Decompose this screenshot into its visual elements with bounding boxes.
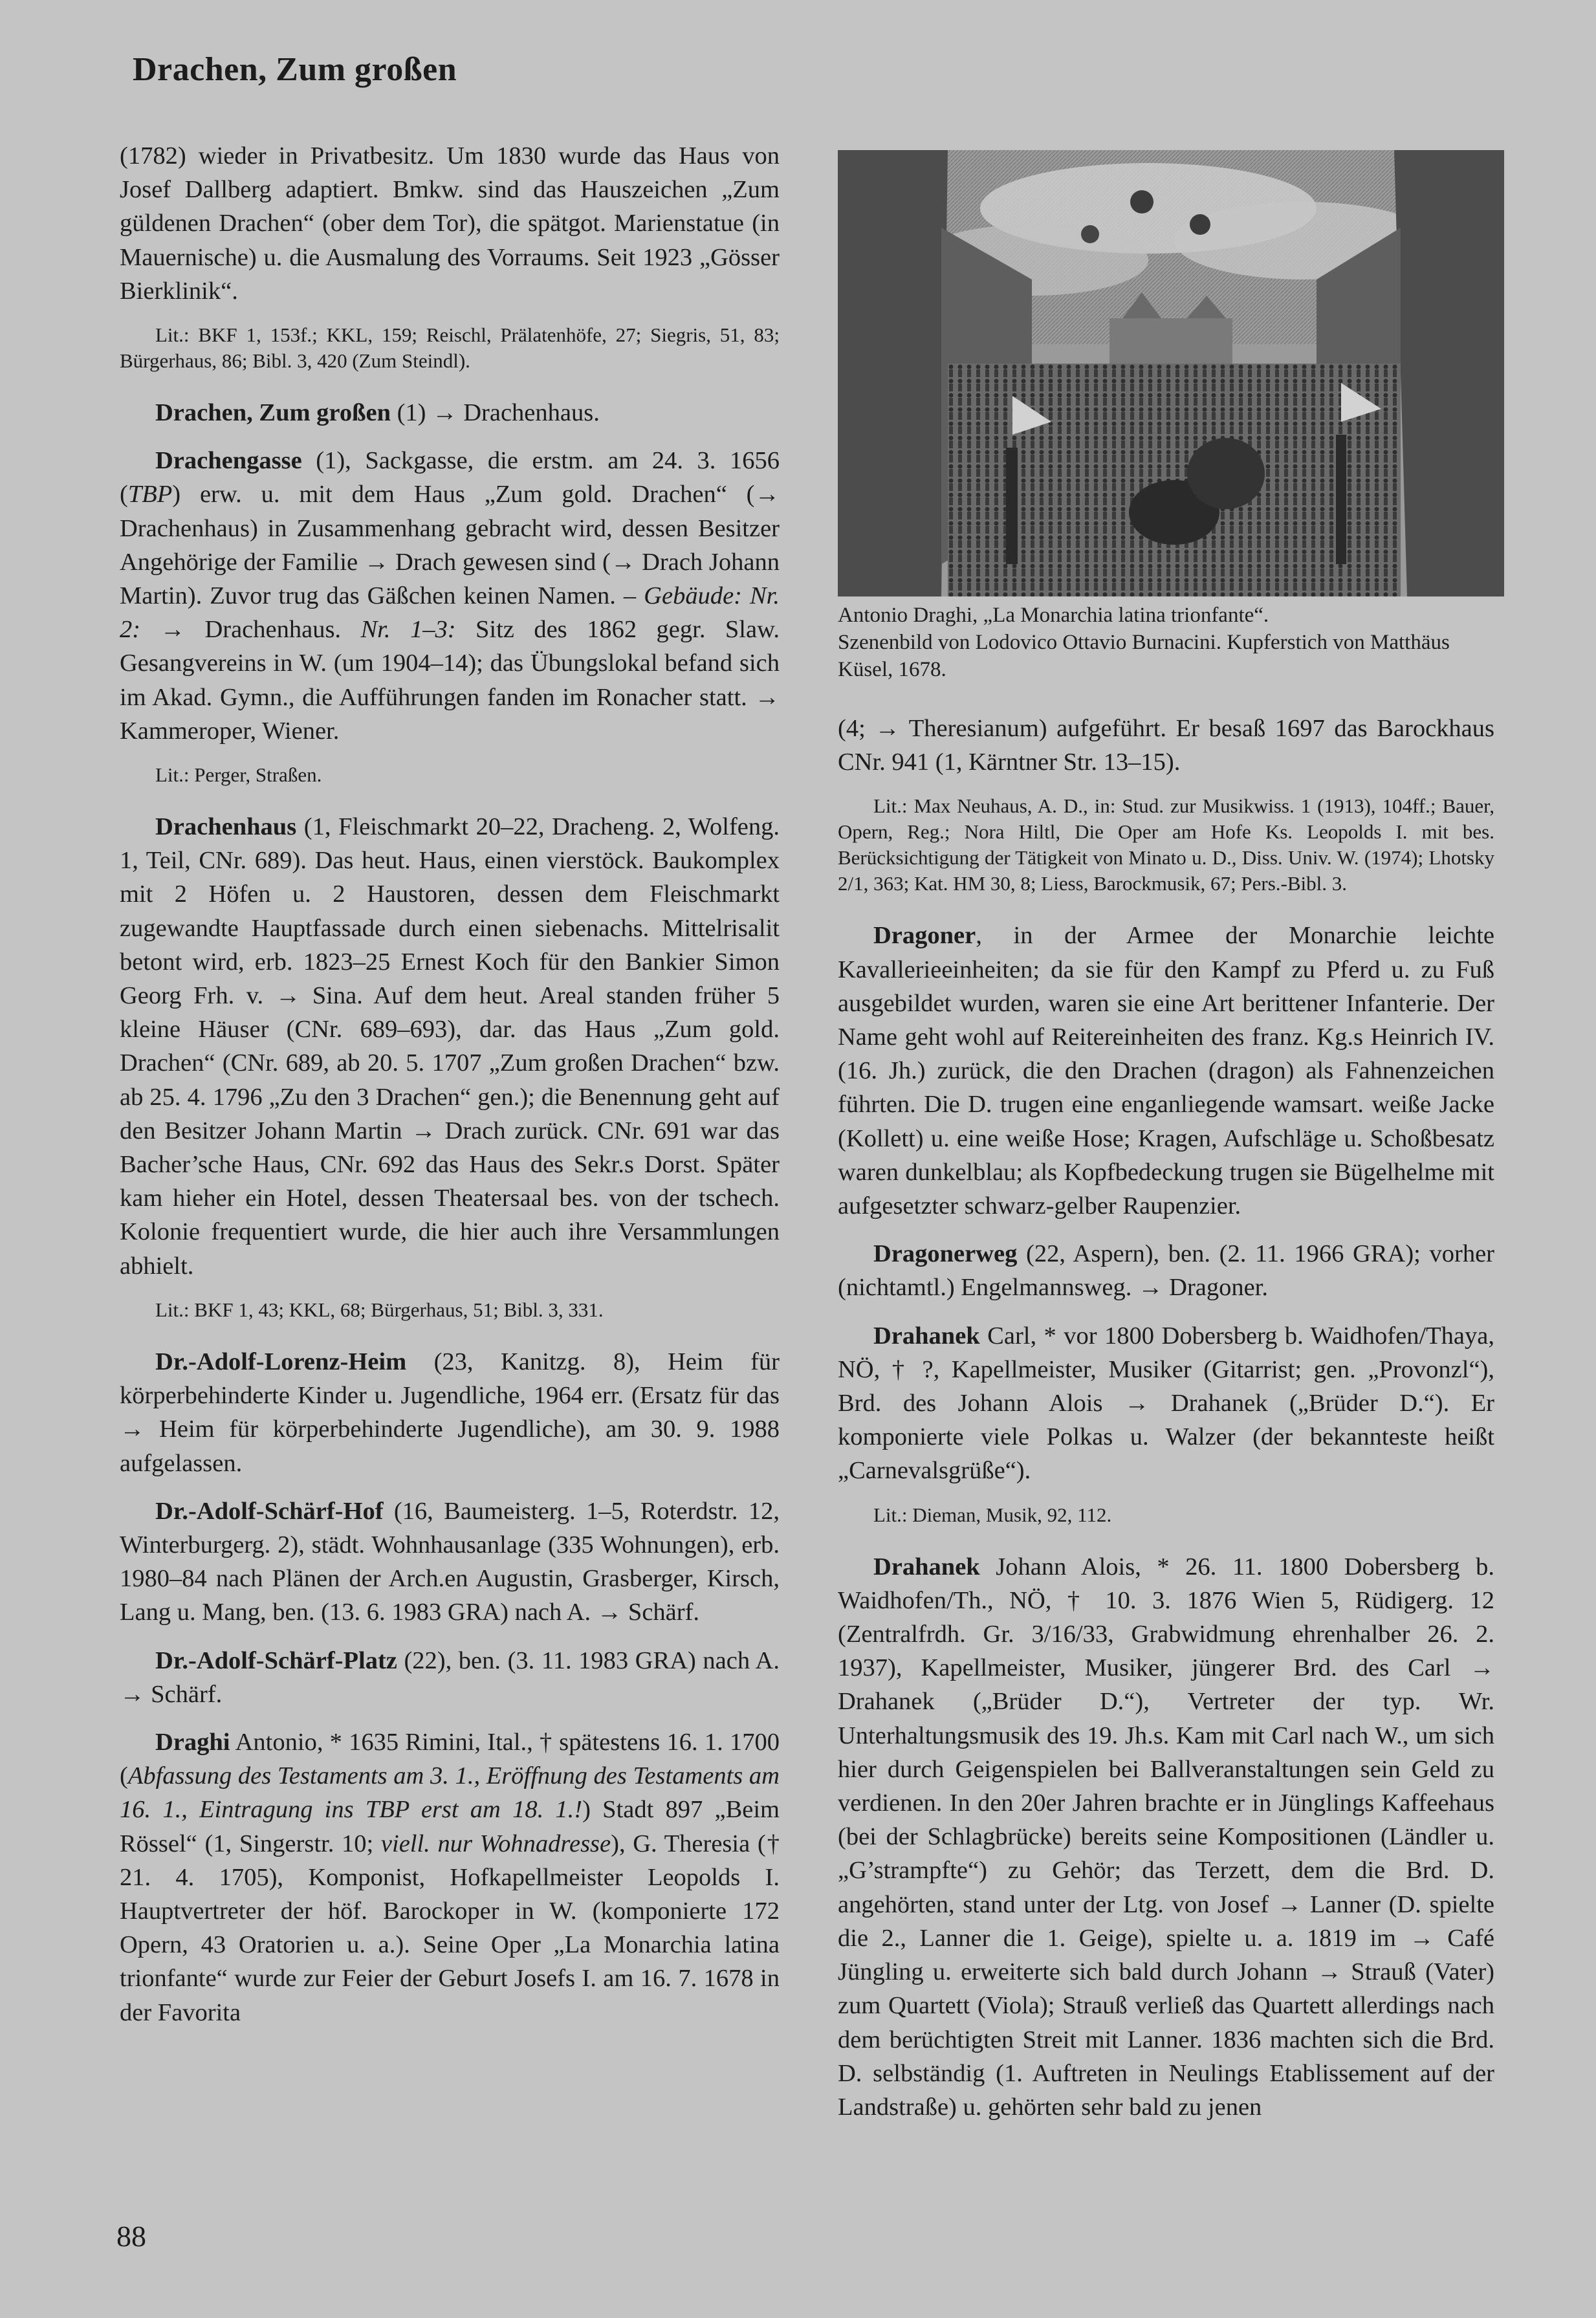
engraving-illustration	[838, 150, 1504, 596]
entry-italic: Nr. 1–3:	[360, 616, 456, 644]
entry-dr-adolf-schaerf-platz	[120, 1644, 780, 1711]
entry-italic: TBP	[127, 481, 173, 508]
entry-headword: Drachen, Zum großen	[155, 399, 391, 427]
entry-text: Johann Alois, * 26. 11. 1800 Dobersberg b. Waidhofen/Th., NÖ, † 10. 3. 1876 Wien 5, Rüdigerg. 12 (Zentralfrdh. Gr. 3/16/33, Grabwidmung ehrenhalber 26. 2. 1937), Kapellmeister, Musiker, jüngerer Brd. des Carl → Drahanek („Brüder D.“), Vertreter der typ. Wr. Unterhaltungsmusik des 19. Jh.s. Kam mit Carl nach W., um sich hier durch Geigenspielen bei Ballveranstaltungen sein Geld zu verdienen. In den 20er Jahren brachte er in Jünglings Kaffeehaus (bei der Schlagbrücke) bereits seine Kompositionen (Ländler u. „G’strampfte“) zu Gehör; das Terzett, dem die Brd. D. angehörten, stand unter der Ltg. von Josef → Lanner (D. spielte die 2., Lanner die 1. Geige), spielte u. a. 1819 im → Café Jüngling u. erweiterte sich bald durch Johann → Strauß (Vater) zum Quartett (Viola); Strauß verließ das Quartett allerdings nach dem berüchtigten Streit mit Lanner. 1836 machten sich die Brd. D. selbständig (1. Auftreten in Neulings Etablissement auf der Landstraße) u. gehörten sehr bald zu jenen	[838, 1553, 1494, 2121]
literature-note: Lit.: BKF 1, 153f.; KKL, 159; Reischl, Prälatenhöfe, 27; Siegris, 51, 83; Bürgerhaus, 86; Bibl. 3, 420 (Zum Steindl).	[120, 323, 780, 373]
entry-text: (22, Aspern), ben. (2. 11. 1966 GRA); vorher (nichtamtl.) Engelmannsweg. → Dragoner.	[838, 1240, 1494, 1302]
entry-text: (22), ben. (3. 11. 1983 GRA) nach A. → Schärf.	[120, 1646, 780, 1708]
entry-drachengasse	[120, 444, 780, 748]
left-column	[120, 139, 780, 2044]
entry-drachen-zum-grossen	[120, 396, 780, 430]
entry-text: Sitz des 1862 gegr. Slaw. Gesangvereins in W. (um 1904–14); das Übungslokal befand sich im Akad. Gymn., die Aufführungen fanden im Ronacher statt. → Kammeroper, Wiener.	[120, 616, 780, 745]
entry-drahanek-carl	[838, 1319, 1494, 1488]
entry-headword: Dragonerweg	[873, 1240, 1018, 1268]
literature-note: Lit.: Max Neuhaus, A. D., in: Stud. zur Musikwiss. 1 (1913), 104ff.; Bauer, Opern, Reg.; Nora Hiltl, Die Oper am Hofe Ks. Leopolds I. mit bes. Berücksichtigung der Tätigkeit von Minato u. D., Diss. Univ. W. (1974); Lhotsky 2/1, 363; Kat. HM 30, 8; Liess, Barockmusik, 67; Pers.-Bibl. 3.	[838, 794, 1494, 895]
literature-note: Lit.: BKF 1, 43; KKL, 68; Bürgerhaus, 51; Bibl. 3, 331.	[155, 1298, 604, 1321]
entry-italic: Gebäude: Nr. 2:	[120, 582, 780, 644]
entry-headword: Dr.-Adolf-Schärf-Hof	[155, 1497, 384, 1525]
entry-text: Antonio, * 1635 Rimini, Ital., † spätestens 16. 1. 1700 (	[120, 1728, 780, 1790]
entry-drachenhaus	[120, 810, 780, 1283]
entry-text: (16, Baumeisterg. 1–5, Roterdstr. 12, Winterburgerg. 2), städt. Wohnhausanlage (335 Wohnungen), erb. 1980–84 nach Plänen der Arch.en Augustin, Grasberger, Kirsch, Lang u. Mang, ben. (13. 6. 1983 GRA) nach A. → Schärf.	[120, 1497, 780, 1626]
entry-dragoner	[838, 919, 1494, 1223]
entry-drahanek-johann-alois	[838, 1550, 1494, 2124]
entry-headword: Drachenhaus	[155, 813, 297, 841]
page-number: 88	[116, 2220, 146, 2253]
entry-dr-adolf-schaerf-hof	[120, 1494, 780, 1630]
entry-draghi	[120, 1725, 780, 2029]
entry-headword: Drahanek	[873, 1322, 980, 1350]
entry-dr-adolf-lorenz-heim	[120, 1345, 780, 1480]
entry-headword: Drahanek	[873, 1553, 980, 1580]
entry-text: Carl, * vor 1800 Dobersberg b. Waidhofen/Thaya, NÖ, † ?, Kapellmeister, Musiker (Gitarrist; gen. „Provonzl“), Brd. des Johann Alois → Drahanek („Brüder D.“). Er komponierte viele Polkas u. Walzer (der bekannteste heißt „Carnevalsgrüße“).	[838, 1322, 1494, 1485]
entry-headword: Dragoner	[873, 922, 976, 950]
entry-headword: Dr.-Adolf-Schärf-Platz	[155, 1646, 397, 1674]
entry-italic: Abfassung des Testaments am 3. 1., Eröffnung des Testaments am 16. 1., Eintragung ins TBP erst am 18. 1.!	[120, 1762, 780, 1824]
entry-text: (1, Fleischmarkt 20–22, Dracheng. 2, Wolfeng. 1, Teil, CNr. 689). Das heut. Haus, einen vierstöck. Baukomplex mit 2 Höfen u. 2 Haustoren, dessen dem Fleischmarkt zugewandte Hauptfassade durch einen siebenachs. Mittelrisalit betont wird, erb. 1823–25 Ernest Koch für den Bankier Simon Georg Frh. v. → Sina. Auf dem heut. Areal standen früher 5 kleine Häuser (CNr. 689–693), dar. das Haus „Zum gold. Drachen“ (CNr. 689, ab 20. 5. 1707 „Zum großen Drachen“ bzw. ab 25. 4. 1796 „Zu den 3 Drachen“ gen.); die Benennung geht auf den Besitzer Johann Martin → Drach zurück. CNr. 691 war das Bacher’sche Haus, CNr. 692 das Haus des Sekr.s Dorst. Später kam hieher ein Hotel, dessen Theatersaal bes. von der tschech. Kolonie frequentiert wurde, die hier auch ihre Versammlungen abhielt.	[120, 813, 780, 1280]
entry-headword: Drachengasse	[155, 447, 302, 475]
entry-text: ) Stadt 897 „Beim Rössel“ (1, Singerstr. 10;	[120, 1796, 780, 1857]
entry-headword: Dr.-Adolf-Lorenz-Heim	[155, 1348, 407, 1375]
entry-text: → Drachenhaus.	[140, 616, 361, 644]
running-head: Drachen, Zum großen	[133, 51, 457, 88]
entry-text: ) erw. u. mit dem Haus „Zum gold. Drachen“ (→ Drachenhaus) in Zusammenhang gebracht wird, dessen Besitzer Angehörige der Familie → Drach gewesen sind (→ Drach Johann Martin). Zuvor trug das Gäßchen keinen Namen. –	[120, 481, 780, 610]
right-column	[838, 712, 1494, 2138]
entry-headword: Draghi	[155, 1728, 230, 1756]
entry-text: ), G. Theresia († 21. 4. 1705), Komponist, Hofkapellmeister Leopolds I. Hauptvertreter der höf. Barockoper in W. (komponierte 172 Opern, 43 Oratorien u. a.). Seine Oper „La Monarchia latina trionfante“ wurde zur Feier der Geburt Josefs I. am 16. 7. 1678 in der Favorita	[120, 1830, 780, 2026]
engraving-image	[838, 150, 1504, 596]
entry-text: (23, Kanitzg. 8), Heim für körperbehinderte Kinder u. Jugendliche, 1964 err. (Ersatz für das → Heim für körperbehinderte Jugendliche), am 30. 9. 1988 aufgelassen.	[120, 1348, 780, 1477]
entry-text: (4; → Theresianum) aufgeführt. Er besaß 1697 das Barockhaus CNr. 941 (1, Kärntner Str. 13–15).	[838, 715, 1494, 776]
caption-title: Antonio Draghi, „La Monarchia latina trionfante“.	[838, 604, 1269, 627]
figure-caption	[838, 602, 1498, 683]
literature-note: Lit.: Dieman, Musik, 92, 112.	[873, 1503, 1112, 1526]
entry-text: (1782) wieder in Privatbesitz. Um 1830 wurde das Haus von Josef Dallberg adaptiert. Bmkw. sind das Hauszeichen „Zum güldenen Drachen“ (ober dem Tor), die spätgot. Marienstatue (in Mauernische) u. die Ausmalung des Vorraums. Seit 1923 „Gösser Bierklinik“.	[120, 142, 780, 305]
entry-continuation	[838, 712, 1494, 779]
literature-note: Lit.: Perger, Straßen.	[155, 763, 322, 787]
entry-text: , in der Armee der Monarchie leichte Kavallerieeinheiten; da sie für den Kampf zu Pferd u. zu Fuß ausgebildet wurden, waren sie eine Art berittener Infanterie. Der Name geht wohl auf Reitereinheiten des franz. Kg.s Heinrich IV. (16. Jh.) zurück, die den Drachen (dragon) als Fahnenzeichen führten. Die D. trugen eine enganliegende wamsart. weiße Jacke (Kollett) u. eine weiße Hose; Kragen, Aufschläge u. Schoßbesatz waren dunkelblau; als Kopfbedeckung trugen sie Bügelhelme mit aufgesetzter schwarz-gelber Raupenzier.	[838, 922, 1494, 1220]
entry-text: (1) → Drachenhaus.	[390, 399, 600, 427]
entry-italic: viell. nur Wohnadresse	[380, 1830, 611, 1857]
caption-credit: Szenenbild von Lodovico Ottavio Burnacini. Kupferstich von Matthäus Küsel, 1678.	[838, 631, 1450, 681]
entry-text: (1), Sackgasse, die erstm. am 24. 3. 1656 (	[120, 447, 780, 508]
entry-dragonerweg	[838, 1237, 1494, 1304]
entry-continuation	[120, 139, 780, 308]
